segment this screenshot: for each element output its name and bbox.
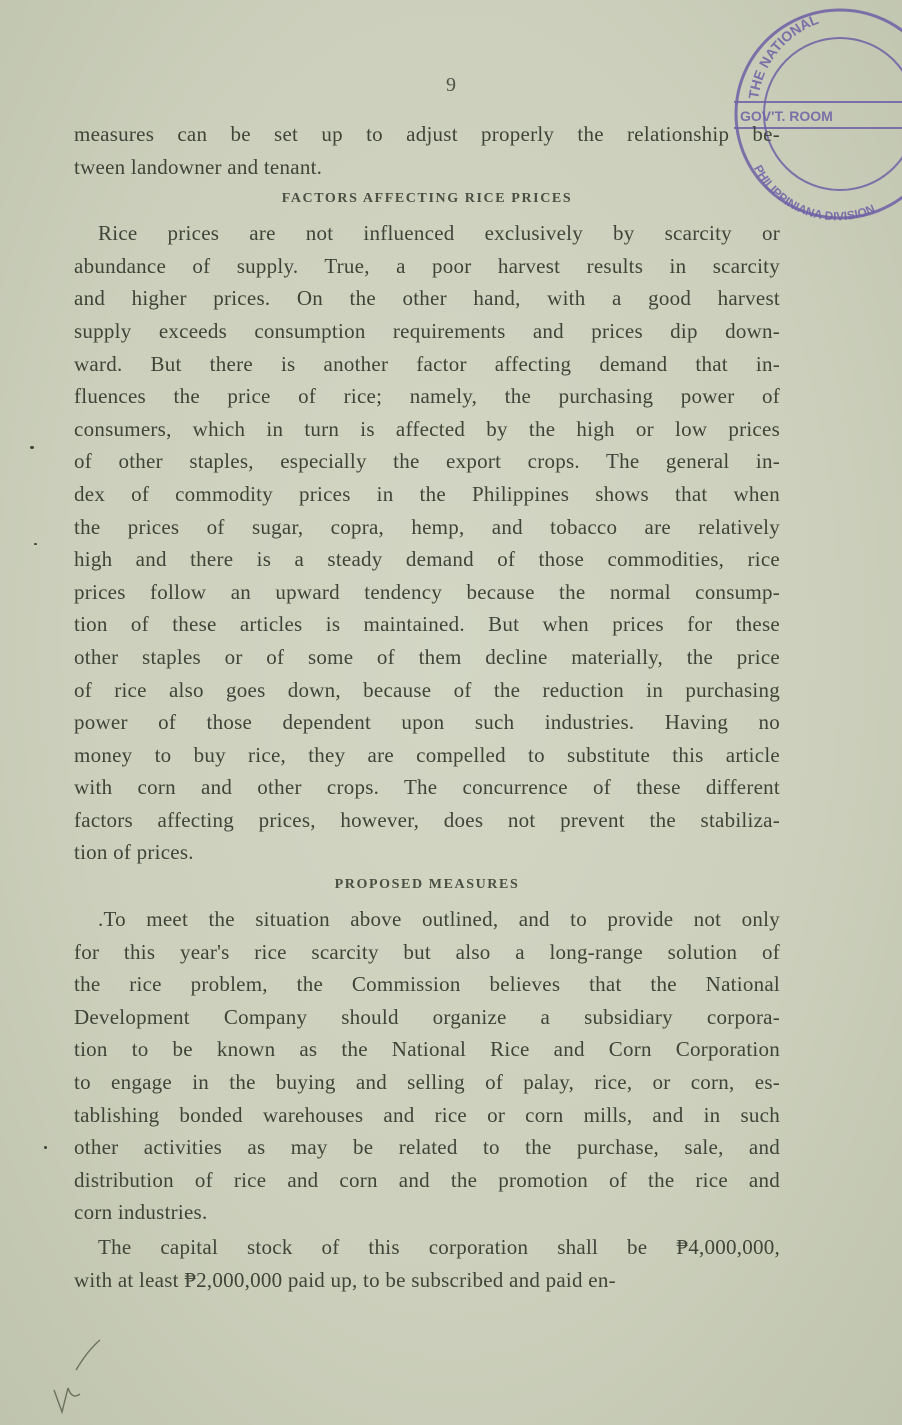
- proposed-line: Development Company should organize a subsidiary corpora-: [74, 1004, 780, 1029]
- factors-line: of rice also goes down, because of the reduction in purchasing: [74, 677, 780, 702]
- pencil-mark: [48, 1330, 108, 1420]
- svg-text:THE NATIONAL: [745, 11, 821, 100]
- stamp-bottom-arc: PHILIPPINIANA DIVISION: [751, 162, 877, 224]
- proposed-line: to engage in the buying and selling of palay, rice, or corn, es-: [74, 1070, 780, 1095]
- factors-line: the prices of sugar, copra, hemp, and tobacco are relatively: [74, 514, 780, 539]
- page-number: 9: [446, 74, 456, 96]
- factors-line: fluences the price of rice; namely, the purchasing power of: [74, 384, 780, 409]
- factors-line: prices follow an upward tendency because the normal consump-: [74, 579, 780, 604]
- factors-line: ward. But there is another factor affecting demand that in-: [74, 351, 780, 376]
- proposed-line: tablishing bonded warehouses and rice or corn mills, and in such: [74, 1102, 780, 1127]
- capital-line: with at least ₱2,000,000 paid up, to be subscribed and paid en-: [74, 1267, 616, 1292]
- proposed-paragraph-1: [74, 903, 780, 1229]
- proposed-line: corn industries.: [74, 1200, 208, 1225]
- factors-line: consumers, which in turn is affected by the high or low prices: [74, 416, 780, 441]
- ink-speck: [44, 1146, 47, 1149]
- factors-line: abundance of supply. True, a poor harvest results in scarcity: [74, 253, 780, 278]
- factors-paragraph: [74, 217, 780, 869]
- factors-line: other staples or of some of them decline materially, the price: [74, 644, 780, 669]
- ink-speck: [34, 543, 37, 545]
- section-heading-factors: FACTORS AFFECTING RICE PRICES: [281, 191, 573, 207]
- proposed-line: other activities as may be related to the purchase, sale, and: [74, 1135, 780, 1160]
- intro-paragraph: [74, 118, 780, 183]
- stamp-middle-text: GOV'T. ROOM: [740, 108, 833, 124]
- factors-line: Rice prices are not influenced exclusively by scarcity or: [98, 221, 780, 246]
- proposed-line: distribution of rice and corn and the promotion of the rice and: [74, 1167, 780, 1192]
- factors-line: supply exceeds consumption requirements and prices dip down-: [74, 318, 780, 343]
- capital-line: The capital stock of this corporation shall be ₱4,000,000,: [98, 1235, 780, 1259]
- intro-line: tween landowner and tenant.: [74, 154, 323, 179]
- proposed-line: for this year's rice scarcity but also a long-range solution of: [74, 939, 780, 964]
- stamp-top-arc: THE NATIONAL: [745, 10, 821, 100]
- factors-line: of other staples, especially the export crops. The general in-: [74, 449, 780, 474]
- proposed-line: .To meet the situation above outlined, and to provide not only: [98, 907, 780, 932]
- factors-line: money to buy rice, they are compelled to substitute this article: [74, 742, 780, 767]
- factors-line: with corn and other crops. The concurrence of these different: [74, 775, 780, 800]
- proposed-paragraph-2: [74, 1231, 780, 1296]
- factors-line: and higher prices. On the other hand, with a good harvest: [74, 286, 780, 311]
- factors-line: high and there is a steady demand of those commodities, rice: [74, 547, 780, 572]
- intro-line: measures can be set up to adjust properly the relationship be-: [74, 122, 780, 146]
- ink-speck: [30, 446, 34, 449]
- proposed-line: tion to be known as the National Rice and Corn Corporation: [74, 1037, 780, 1062]
- factors-line: power of those dependent upon such industries. Having no: [74, 710, 780, 735]
- factors-line: factors affecting prices, however, does not prevent the stabiliza-: [74, 807, 780, 832]
- section-heading-proposed: PROPOSED MEASURES: [334, 877, 520, 893]
- factors-line: dex of commodity prices in the Philippines shows that when: [74, 481, 780, 506]
- body-text: [74, 118, 780, 1296]
- factors-line: tion of these articles is maintained. But when prices for these: [74, 612, 780, 637]
- factors-line: tion of prices.: [74, 840, 194, 865]
- proposed-line: the rice problem, the Commission believes that the National: [74, 972, 780, 997]
